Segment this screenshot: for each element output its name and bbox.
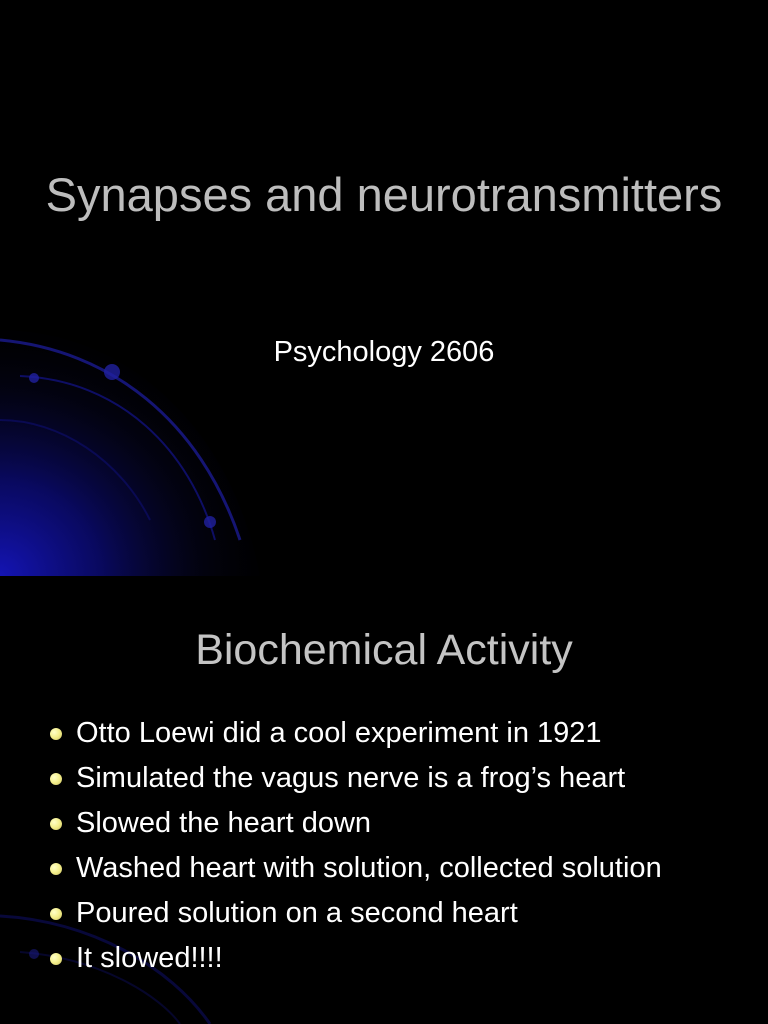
bullet-icon	[50, 863, 62, 875]
bullet-icon	[50, 908, 62, 920]
bullet-text: It slowed!!!!	[76, 942, 223, 974]
bullet-item	[46, 804, 746, 842]
bullet-item	[46, 894, 746, 932]
bullet-icon	[50, 953, 62, 965]
bullet-text: Slowed the heart down	[76, 807, 372, 839]
slide-1-title: Synapses and neurotransmitters	[45, 168, 723, 221]
bullet-text: Washed heart with solution, collected solution	[76, 852, 662, 884]
slide-biochemical-activity	[0, 576, 768, 1024]
slide-1-subtitle: Psychology 2606	[273, 336, 495, 368]
slide-2-title: Biochemical Activity	[195, 626, 573, 674]
bullet-item	[46, 759, 746, 797]
bullet-icon	[50, 818, 62, 830]
bullet-item	[46, 849, 746, 887]
bullet-icon	[50, 773, 62, 785]
bullet-item	[46, 714, 746, 752]
bullet-item	[46, 939, 746, 977]
bullet-icon	[50, 728, 62, 740]
bullet-text: Simulated the vagus nerve is a frog’s heart	[76, 762, 626, 794]
bullet-text: Poured solution on a second heart	[76, 897, 518, 929]
bullet-list	[46, 714, 746, 984]
bullet-text: Otto Loewi did a cool experiment in 1921	[76, 717, 602, 749]
